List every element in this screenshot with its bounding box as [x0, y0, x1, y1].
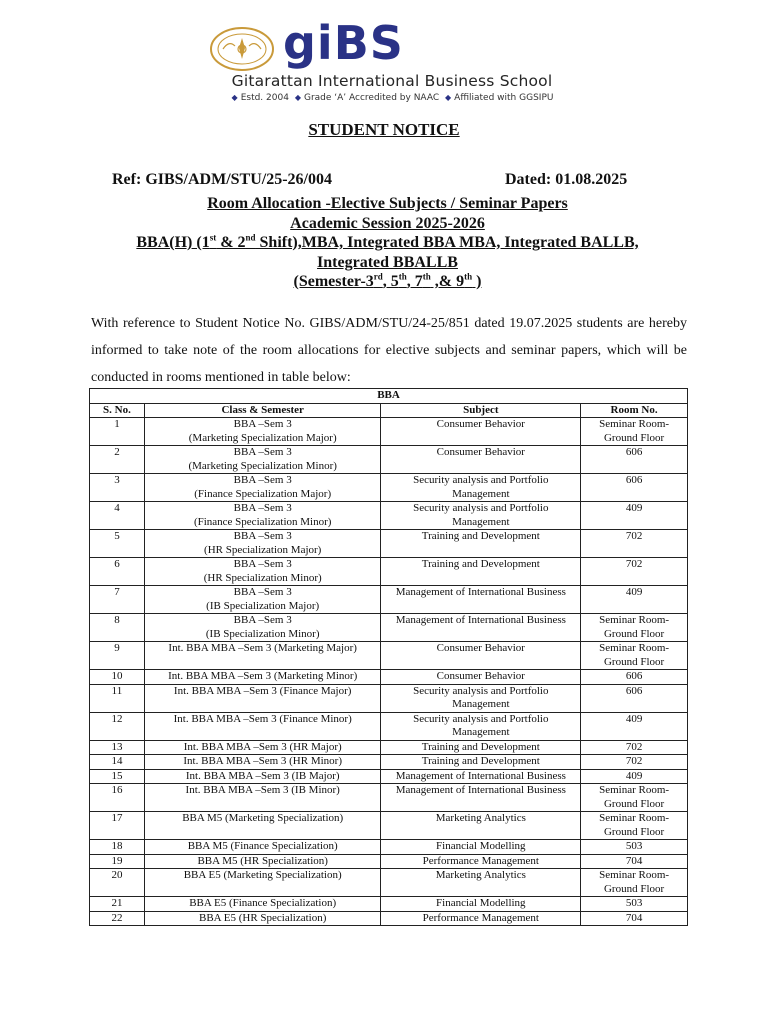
cell-room-no: 606 — [581, 474, 688, 502]
table-row — [90, 586, 688, 614]
cell-room-no: 702 — [581, 740, 688, 755]
cell-room-no: 704 — [581, 911, 688, 926]
table-row — [90, 897, 688, 912]
cell-room-no: Seminar Room- Ground Floor — [581, 784, 688, 812]
cell-sno: 7 — [90, 586, 145, 614]
cell-subject: Management of International Business — [381, 614, 581, 642]
table-row — [90, 502, 688, 530]
room-allocation-table — [89, 388, 688, 926]
cell-class-semester: Int. BBA MBA –Sem 3 (IB Major) — [144, 769, 381, 784]
cell-room-no: 702 — [581, 558, 688, 586]
letterhead — [205, 16, 585, 104]
table-row — [90, 614, 688, 642]
cell-class-semester: BBA –Sem 3 (Finance Specialization Major) — [144, 474, 381, 502]
table-row — [90, 812, 688, 840]
cell-class-semester: BBA E5 (Finance Specialization) — [144, 897, 381, 912]
table-row — [90, 684, 688, 712]
table-row — [90, 769, 688, 784]
cell-subject: Financial Modelling — [381, 897, 581, 912]
cell-class-semester: BBA –Sem 3 (Finance Specialization Minor) — [144, 502, 381, 530]
cell-class-semester: BBA E5 (HR Specialization) — [144, 911, 381, 926]
cell-subject: Consumer Behavior — [381, 418, 581, 446]
cell-class-semester: BBA –Sem 3 (IB Specialization Minor) — [144, 614, 381, 642]
accreditation-affiliation: Affiliated with GGSIPU — [454, 93, 554, 103]
cell-subject: Training and Development — [381, 558, 581, 586]
table-section-header: BBA — [90, 389, 688, 404]
cell-subject: Training and Development — [381, 755, 581, 770]
cell-class-semester: Int. BBA MBA –Sem 3 (HR Minor) — [144, 755, 381, 770]
table-row — [90, 642, 688, 670]
heading-academic-session: Academic Session 2025-2026 — [290, 214, 485, 232]
table-row — [90, 840, 688, 855]
cell-room-no: 702 — [581, 530, 688, 558]
cell-class-semester: Int. BBA MBA –Sem 3 (IB Minor) — [144, 784, 381, 812]
cell-sno: 1 — [90, 418, 145, 446]
cell-class-semester: BBA M5 (Finance Specialization) — [144, 840, 381, 855]
cell-room-no: 503 — [581, 840, 688, 855]
cell-sno: 17 — [90, 812, 145, 840]
cell-sno: 2 — [90, 446, 145, 474]
cell-room-no: 606 — [581, 446, 688, 474]
cell-room-no: Seminar Room- Ground Floor — [581, 614, 688, 642]
cell-class-semester: BBA E5 (Marketing Specialization) — [144, 869, 381, 897]
accreditation-naac: Grade ‘A’ Accredited by NAAC — [303, 93, 440, 103]
table-row — [90, 418, 688, 446]
notice-headings — [0, 194, 768, 292]
diamond-icon: ◆ — [294, 93, 301, 102]
table-row — [90, 712, 688, 740]
cell-room-no: 409 — [581, 502, 688, 530]
brand-logo-text: giBS — [283, 16, 404, 70]
table-row — [90, 854, 688, 869]
cell-sno: 10 — [90, 670, 145, 685]
cell-room-no: 409 — [581, 769, 688, 784]
cell-sno: 18 — [90, 840, 145, 855]
cell-sno: 9 — [90, 642, 145, 670]
cell-subject: Training and Development — [381, 530, 581, 558]
cell-sno: 19 — [90, 854, 145, 869]
cell-sno: 5 — [90, 530, 145, 558]
cell-room-no: 606 — [581, 684, 688, 712]
cell-room-no: 503 — [581, 897, 688, 912]
cell-class-semester: Int. BBA MBA –Sem 3 (Finance Major) — [144, 684, 381, 712]
cell-class-semester: Int. BBA MBA –Sem 3 (Finance Minor) — [144, 712, 381, 740]
column-header-room: Room No. — [581, 403, 688, 418]
cell-subject: Management of International Business — [381, 769, 581, 784]
cell-sno: 21 — [90, 897, 145, 912]
cell-subject: Consumer Behavior — [381, 670, 581, 685]
cell-subject: Consumer Behavior — [381, 446, 581, 474]
cell-room-no: Seminar Room- Ground Floor — [581, 418, 688, 446]
table-row — [90, 911, 688, 926]
gibs-seal-logo — [209, 26, 275, 72]
table-row — [90, 740, 688, 755]
reference-number: Ref: GIBS/ADM/STU/25-26/004 — [112, 171, 332, 188]
cell-class-semester: Int. BBA MBA –Sem 3 (Marketing Minor) — [144, 670, 381, 685]
column-header-class: Class & Semester — [144, 403, 381, 418]
cell-sno: 16 — [90, 784, 145, 812]
cell-sno: 3 — [90, 474, 145, 502]
cell-sno: 4 — [90, 502, 145, 530]
cell-sno: 14 — [90, 755, 145, 770]
cell-sno: 15 — [90, 769, 145, 784]
table-row — [90, 474, 688, 502]
cell-room-no: 704 — [581, 854, 688, 869]
cell-sno: 12 — [90, 712, 145, 740]
cell-class-semester: BBA –Sem 3 (HR Specialization Major) — [144, 530, 381, 558]
notice-date: Dated: 01.08.2025 — [505, 171, 628, 188]
heading-semesters: (Semester-3rd, 5th, 7th ,& 9th ) — [293, 271, 482, 290]
cell-subject: Marketing Analytics — [381, 869, 581, 897]
notice-title: STUDENT NOTICE — [308, 120, 460, 139]
accreditation-line — [205, 93, 577, 103]
diamond-icon: ◆ — [231, 93, 238, 102]
table-row — [90, 446, 688, 474]
table-row — [90, 869, 688, 897]
cell-class-semester: BBA –Sem 3 (HR Specialization Minor) — [144, 558, 381, 586]
cell-room-no: 702 — [581, 755, 688, 770]
cell-subject: Consumer Behavior — [381, 642, 581, 670]
cell-room-no: 409 — [581, 712, 688, 740]
accreditation-estd: Estd. 2004 — [240, 93, 289, 103]
cell-room-no: Seminar Room- Ground Floor — [581, 812, 688, 840]
notice-paragraph: With reference to Student Notice No. GIBS/ADM/STU/24-25/851 dated 19.07.2025 students are hereby informed to take note of the room allocations for elective subjects and seminar papers, which will be conducted in rooms mentioned in table below: — [91, 316, 687, 385]
table-row — [90, 670, 688, 685]
column-header-subject: Subject — [381, 403, 581, 418]
cell-sno: 6 — [90, 558, 145, 586]
cell-class-semester: BBA M5 (Marketing Specialization) — [144, 812, 381, 840]
heading-integrated-bballb: Integrated BBALLB — [317, 253, 458, 271]
table-row — [90, 755, 688, 770]
column-header-sno: S. No. — [90, 403, 145, 418]
cell-subject: Marketing Analytics — [381, 812, 581, 840]
cell-class-semester: BBA –Sem 3 (IB Specialization Major) — [144, 586, 381, 614]
cell-subject: Performance Management — [381, 854, 581, 869]
table-body — [90, 418, 688, 926]
cell-subject: Security analysis and Portfolio Management — [381, 712, 581, 740]
cell-sno: 20 — [90, 869, 145, 897]
cell-room-no: 409 — [581, 586, 688, 614]
cell-sno: 8 — [90, 614, 145, 642]
cell-sno: 11 — [90, 684, 145, 712]
heading-room-allocation: Room Allocation -Elective Subjects / Seminar Papers — [207, 195, 568, 212]
cell-room-no: Seminar Room- Ground Floor — [581, 642, 688, 670]
cell-class-semester: Int. BBA MBA –Sem 3 (HR Major) — [144, 740, 381, 755]
cell-subject: Management of International Business — [381, 586, 581, 614]
cell-subject: Security analysis and Portfolio Management — [381, 502, 581, 530]
cell-room-no: Seminar Room- Ground Floor — [581, 869, 688, 897]
cell-class-semester: Int. BBA MBA –Sem 3 (Marketing Major) — [144, 642, 381, 670]
cell-sno: 22 — [90, 911, 145, 926]
school-name: Gitarattan International Business School — [231, 72, 553, 90]
cell-class-semester: BBA M5 (HR Specialization) — [144, 854, 381, 869]
table-row — [90, 558, 688, 586]
cell-room-no: 606 — [581, 670, 688, 685]
cell-subject: Security analysis and Portfolio Management — [381, 474, 581, 502]
table-row — [90, 784, 688, 812]
cell-subject: Security analysis and Portfolio Management — [381, 684, 581, 712]
table-row — [90, 530, 688, 558]
cell-class-semester: BBA –Sem 3 (Marketing Specialization Major) — [144, 418, 381, 446]
cell-subject: Training and Development — [381, 740, 581, 755]
cell-subject: Management of International Business — [381, 784, 581, 812]
cell-sno: 13 — [90, 740, 145, 755]
heading-programmes: BBA(H) (1st & 2nd Shift),MBA, Integrated BBA MBA, Integrated BALLB, — [136, 232, 639, 251]
diamond-icon: ◆ — [445, 93, 452, 102]
cell-subject: Performance Management — [381, 911, 581, 926]
cell-subject: Financial Modelling — [381, 840, 581, 855]
cell-class-semester: BBA –Sem 3 (Marketing Specialization Minor) — [144, 446, 381, 474]
